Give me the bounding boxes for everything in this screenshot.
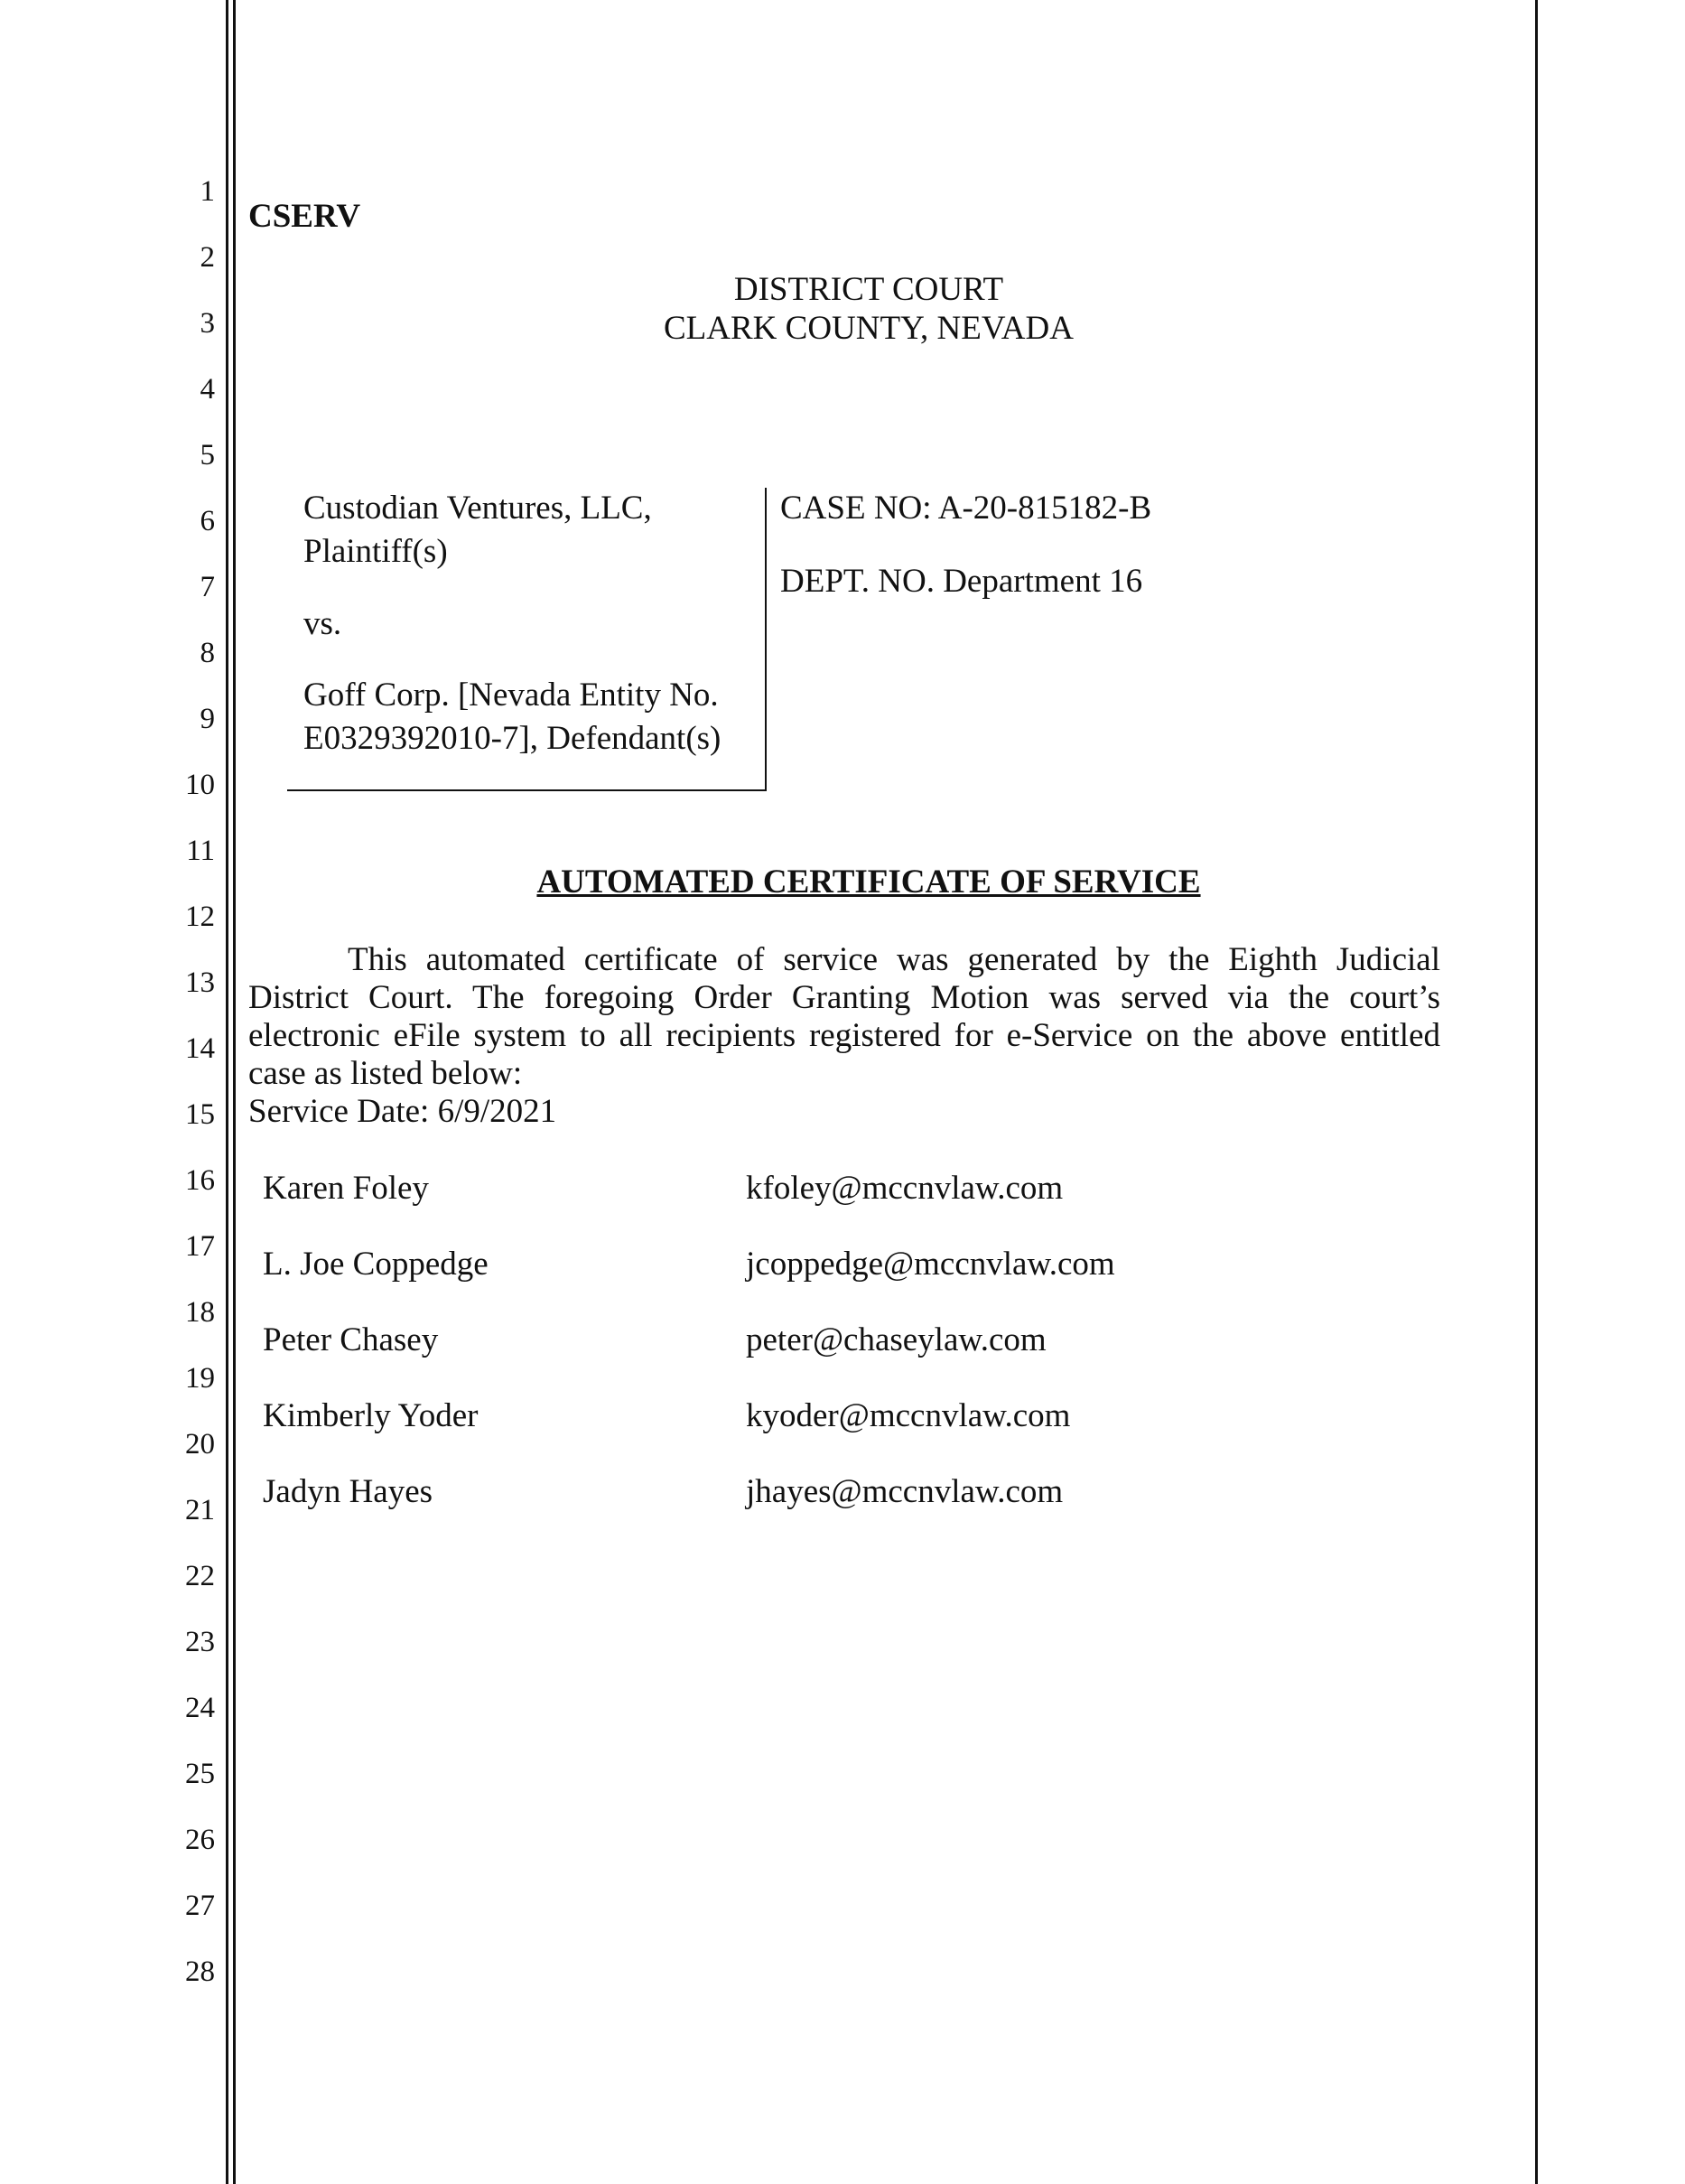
recipient-name: Jadyn Hayes [263,1473,433,1510]
line-number: 19 [185,1362,215,1395]
line-number: 22 [185,1560,215,1592]
line-number: 8 [200,637,215,669]
court-name: DISTRICT COURT [733,271,1004,308]
line-number: 15 [185,1098,215,1131]
recipient-name: Kimberly Yoder [263,1397,479,1434]
line-number: 21 [185,1494,215,1526]
line-number: 12 [185,901,215,933]
certificate-body: This automated certificate of service was generated by the Eighth Judicial District Court. The foregoing Order Granting Motion was served via the court’s electronic eFile system to all recipients registered for e-Service on the above entitled case as listed below: [248,941,1440,1092]
case-number: CASE NO: A-20-815182-B [780,490,1152,527]
department-number: DEPT. NO. Department 16 [780,563,1143,600]
recipient-name: Karen Foley [263,1170,429,1207]
recipient-name: L. Joe Coppedge [263,1246,489,1283]
recipient-email: jhayes@mccnvlaw.com [746,1473,1064,1510]
court-county: CLARK COUNTY, NEVADA [664,310,1074,347]
line-number: 13 [185,966,215,999]
service-date: Service Date: 6/9/2021 [248,1093,557,1130]
plaintiff-role: Plaintiff(s) [303,533,448,570]
line-number: 26 [185,1824,215,1856]
recipient-email: kyoder@mccnvlaw.com [746,1397,1071,1434]
line-number: 14 [185,1032,215,1065]
left-margin-rule-outer [226,0,228,2184]
line-number: 3 [200,307,215,340]
line-number: 20 [185,1428,215,1461]
line-number: 16 [185,1164,215,1197]
line-number: 7 [200,571,215,603]
line-number: 6 [200,505,215,537]
left-margin-rule-inner [233,0,236,2184]
line-number: 9 [200,703,215,735]
line-number: 4 [200,373,215,406]
line-number: 1 [200,175,215,208]
line-number: 18 [185,1296,215,1329]
defendant-role: E0329392010-7], Defendant(s) [303,720,721,757]
document-title: AUTOMATED CERTIFICATE OF SERVICE [536,863,1201,901]
document-code: CSERV [248,198,361,235]
recipient-email: kfoley@mccnvlaw.com [746,1170,1064,1207]
versus-label: vs. [303,605,342,642]
recipient-email: jcoppedge@mccnvlaw.com [746,1246,1115,1283]
line-number: 11 [186,835,215,867]
recipient-name: Peter Chasey [263,1321,439,1358]
line-number: 5 [200,439,215,471]
line-number: 2 [200,241,215,274]
line-number: 10 [185,769,215,801]
defendant-name: Goff Corp. [Nevada Entity No. [303,677,719,714]
line-number: 28 [185,1955,215,1988]
line-number: 27 [185,1890,215,1922]
line-number: 25 [185,1758,215,1790]
line-number: 17 [185,1230,215,1263]
recipient-email: peter@chaseylaw.com [746,1321,1047,1358]
plaintiff-name: Custodian Ventures, LLC, [303,490,652,527]
line-number: 23 [185,1626,215,1658]
right-margin-rule [1535,0,1538,2184]
line-number: 24 [185,1692,215,1724]
